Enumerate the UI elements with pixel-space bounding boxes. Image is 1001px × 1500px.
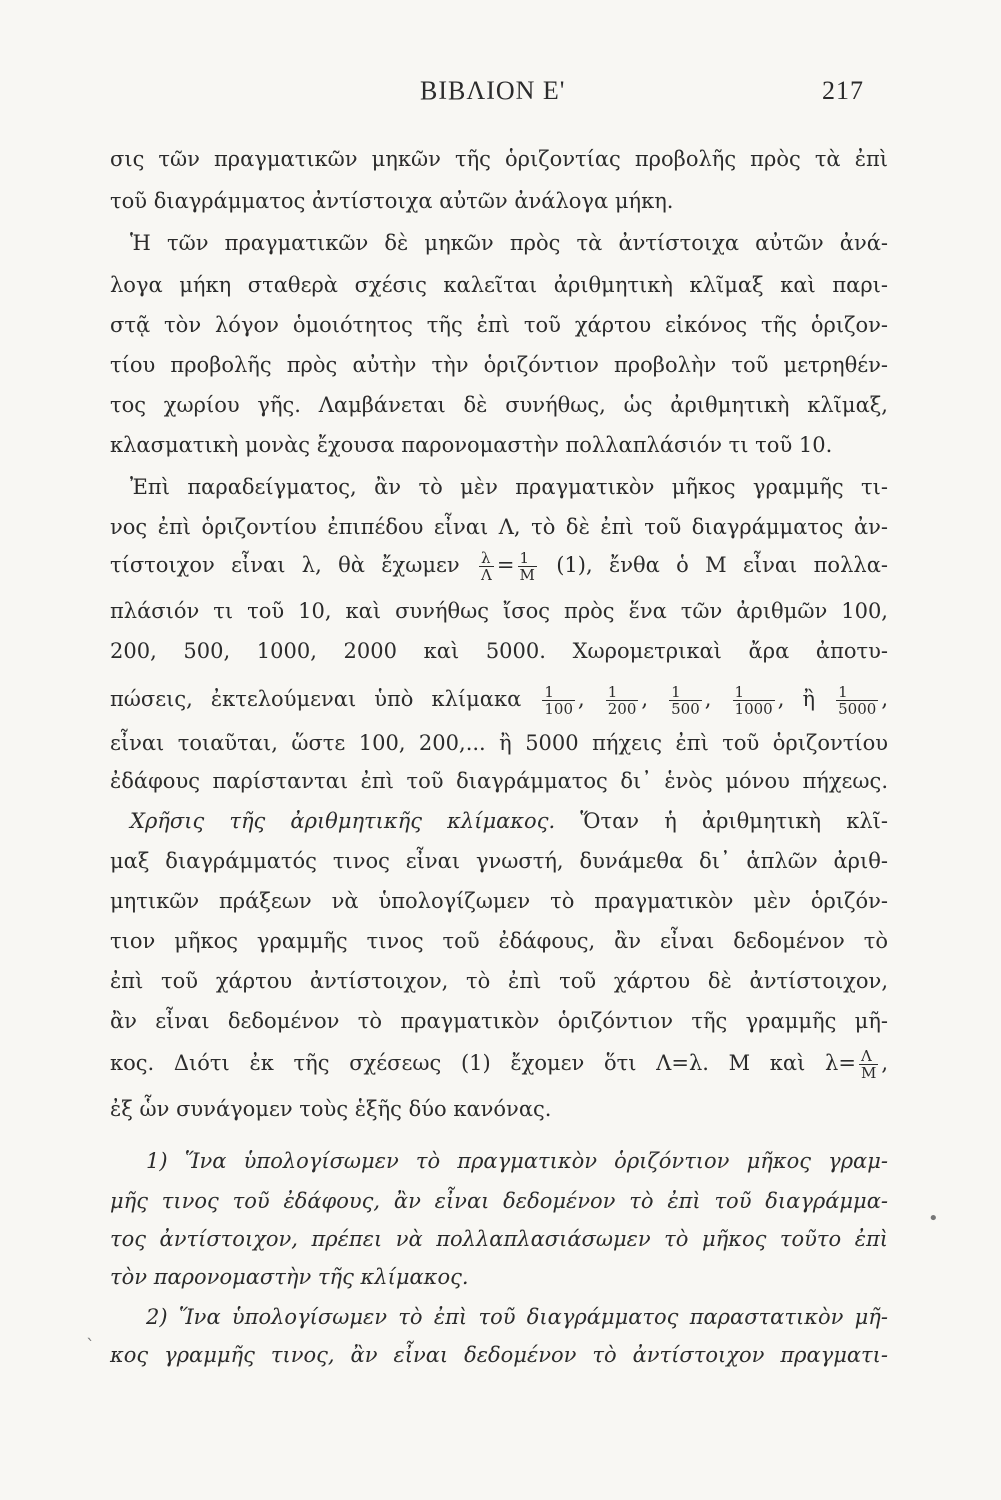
text-line: ἐξ ὧν συνάγομεν τοὺς ἑξῆς δύο κανόνας.: [110, 1097, 552, 1121]
equation-line: τίστοιχον εἶναι λ, θὰ ἔχωμεν $\frac{\lambda}{\Lambda}$ = $\frac{1}{M}$ (1), ἔνθα ὁ Μ εἶναι πολλα-: [110, 549, 888, 584]
fraction: $\frac{1}{5000}$: [838, 683, 877, 718]
text-line: μαξ διαγράμματός τινος εἶναι γνωστή, δυνάμεθα δι᾽ ἁπλῶν ἀριθ-: [110, 849, 888, 873]
fraction: $\frac{1}{1000}$: [734, 683, 773, 718]
text-line: τοῦ διαγράμματος ἀντίστοιχα αὐτῶν ἀνάλογα μήκη.: [110, 189, 674, 213]
text-line: 200, 500, 1000, 2000 καὶ 5000. Χωρομετρικαὶ ἄρα ἀποτυ-: [110, 639, 888, 663]
text-line: Ἡ τῶν πραγματικῶν δὲ μηκῶν πρὸς τὰ ἀντίστοιχα αὐτῶν ἀνά-: [130, 231, 888, 255]
rule-line: τὸν παρονομαστὴν τῆς κλίμακος.: [110, 1265, 469, 1289]
scale-line: πώσεις, ἐκτελούμεναι ὑπὸ κλίμακα $\frac{1}{100}$ , $\frac{1}{200}$ , $\frac{1}{500}$ , $\frac{1}{1000}$ , ἢ $\frac{1}{5000}$ ,: [110, 683, 888, 718]
fraction: $\frac{1}{500}$: [671, 683, 700, 718]
text-line: ἐδάφους παρίστανται ἐπὶ τοῦ διαγράμματος δι᾽ ἑνὸς μόνου πήχεως.: [110, 769, 888, 793]
text-line: σις τῶν πραγματικῶν μηκῶν τῆς ὁριζοντίας προβολῆς πρὸς τὰ ἐπὶ: [110, 147, 888, 171]
margin-tick: ˋ: [86, 1336, 95, 1357]
rule-line: 2) Ἵνα ὑπολογίσωμεν τὸ ἐπὶ τοῦ διαγράμματος παραστατικὸν μῆ-: [146, 1305, 888, 1329]
rule-line: κος γραμμῆς τινος, ἂν εἶναι δεδομένον τὸ ἀντίστοιχον πραγματι-: [110, 1343, 888, 1367]
text-line: ἂν εἶναι δεδομένον τὸ πραγματικὸν ὁριζόντιον τῆς γραμμῆς μῆ-: [110, 1009, 888, 1033]
rule-line: τος ἀντίστοιχον, πρέπει νὰ πολλαπλασιάσωμεν τὸ μῆκος τοῦτο ἐπὶ: [110, 1227, 888, 1251]
rule-line: μῆς τινος τοῦ ἐδάφους, ἂν εἶναι δεδομένον τὸ ἐπὶ τοῦ διαγράμμα-: [110, 1189, 888, 1213]
section-heading-line: Χρῆσις τῆς ἀριθμητικῆς κλίμακος. Ὅταν ἡ ἀριθμητικὴ κλῖ-: [130, 809, 888, 833]
fraction: $\frac{1}{100}$: [544, 683, 573, 718]
text-line: τος χωρίου γῆς. Λαμβάνεται δὲ συνήθως, ὡς ἀριθμητικὴ κλῖμαξ,: [110, 393, 888, 417]
margin-dot: •: [928, 1208, 939, 1229]
running-header: ΒΙΒΛΙΟΝ Ε': [420, 76, 566, 105]
text-line: τιον μῆκος γραμμῆς τινος τοῦ ἐδάφους, ἂν εἶναι δεδομένον τὸ: [110, 929, 888, 953]
fraction: $\frac{1}{200}$: [607, 683, 637, 718]
text-line: εἶναι τοιαῦται, ὥστε 100, 200,... ἢ 5000 πήχεις ἐπὶ τοῦ ὁριζοντίου: [110, 731, 888, 755]
text-line: κλασματικὴ μονὰς ἔχουσα παρονομαστὴν πολλαπλάσιόν τι τοῦ 10.: [110, 433, 833, 457]
fraction: $\frac{\lambda}{\Lambda}$: [481, 549, 492, 584]
equation-line: κος. Διότι ἐκ τῆς σχέσεως (1) ἔχομεν ὅτι Λ=λ. Μ καὶ λ= $\frac{\Lambda}{M}$ ,: [110, 1047, 888, 1082]
rule-number: 2): [146, 1305, 168, 1329]
fraction: $\frac{1}{M}$: [519, 549, 535, 584]
page-number: 217: [822, 76, 864, 105]
fraction: $\frac{\Lambda}{M}$: [860, 1047, 877, 1082]
text-line: τίου προβολῆς πρὸς αὐτὴν τὴν ὁριζόντιον προβολὴν τοῦ μετρηθέν-: [110, 353, 888, 377]
rule-line: 1) Ἵνα ὑπολογίσωμεν τὸ πραγματικὸν ὁριζόντιον μῆκος γραμ-: [146, 1149, 888, 1173]
rule-number: 1): [146, 1149, 168, 1173]
text-line: μητικῶν πράξεων νὰ ὑπολογίζωμεν τὸ πραγματικὸν μὲν ὁριζόν-: [110, 889, 888, 913]
text-line: πλάσιόν τι τοῦ 10, καὶ συνήθως ἴσος πρὸς ἕνα τῶν ἀριθμῶν 100,: [110, 599, 888, 623]
text-line: ἐπὶ τοῦ χάρτου ἀντίστοιχον, τὸ ἐπὶ τοῦ χάρτου δὲ ἀντίστοιχον,: [110, 969, 888, 993]
text-line: λογα μήκη σταθερὰ σχέσις καλεῖται ἀριθμητικὴ κλῖμαξ καὶ παρι-: [110, 273, 888, 297]
text-line: στᾷ τὸν λόγον ὁμοιότητος τῆς ἐπὶ τοῦ χάρτου εἰκόνος τῆς ὁριζον-: [110, 313, 888, 337]
text-line: νος ἐπὶ ὁριζοντίου ἐπιπέδου εἶναι Λ, τὸ δὲ ἐπὶ τοῦ διαγράμματος ἀν-: [110, 515, 888, 539]
text-line: Ἐπὶ παραδείγματος, ἂν τὸ μὲν πραγματικὸν μῆκος γραμμῆς τι-: [130, 475, 888, 499]
